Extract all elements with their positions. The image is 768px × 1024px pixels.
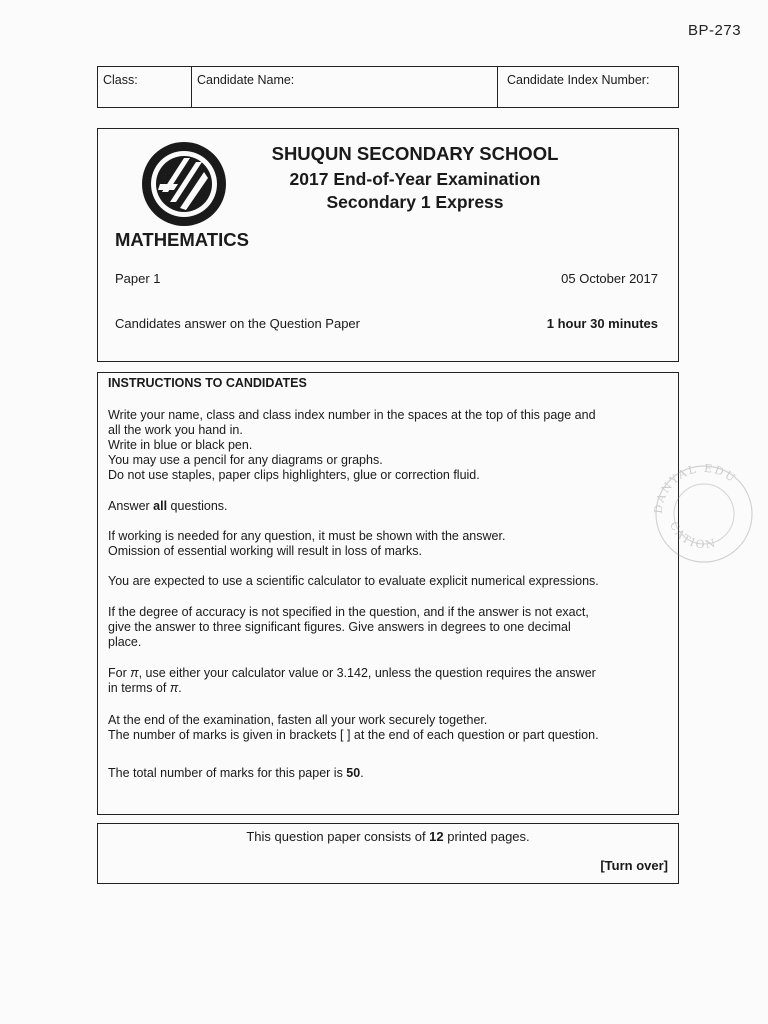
instructions-paragraph-answer-all: [108, 499, 663, 514]
instructions-paragraph-end: [108, 713, 663, 743]
instructions-paragraph-working: [108, 529, 663, 559]
page-count-text: [97, 829, 679, 844]
instruction-text: For: [108, 666, 131, 680]
watermark-stamp-icon: [648, 462, 760, 566]
instructions-paragraph-accuracy: [108, 605, 663, 650]
svg-text:DANYAL EDU: [652, 462, 739, 514]
exam-date: 05 October 2017: [561, 271, 658, 286]
candidate-name-label: Candidate Name:: [197, 73, 295, 87]
instruction-line: Do not use staples, paper clips highlighters, glue or correction fluid.: [108, 468, 480, 482]
total-marks-value: 50: [346, 766, 361, 780]
turn-over-label: [Turn over]: [600, 858, 668, 873]
subject-title: MATHEMATICS: [115, 229, 249, 250]
school-logo-icon: [140, 140, 228, 228]
instruction-line: Write your name, class and class index number in the spaces at the top of this page and: [108, 408, 596, 422]
instruction-line: Write in blue or black pen.: [108, 438, 253, 452]
candidate-index-field[interactable]: [498, 67, 678, 107]
svg-text:CATION: [667, 519, 718, 551]
watermark-top-text: DANYAL EDU: [651, 462, 740, 515]
instructions-paragraph-total-marks: [108, 766, 663, 781]
instruction-line: place.: [108, 635, 142, 649]
class-field[interactable]: [98, 67, 192, 107]
instruction-line: If the degree of accuracy is not specified in the question, and if the answer is not exact,: [108, 605, 589, 619]
instruction-line: You are expected to use a scientific calculator to evaluate explicit numerical expressions.: [108, 574, 599, 588]
instruction-text: .: [178, 681, 182, 695]
school-name: SHUQUN SECONDARY SCHOOL: [271, 143, 559, 164]
instructions-paragraph-general: [108, 408, 663, 483]
exam-duration: 1 hour 30 minutes: [546, 316, 658, 331]
instructions-title: INSTRUCTIONS TO CANDIDATES: [108, 376, 307, 390]
instruction-line: The number of marks is given in brackets [ ] at the end of each question or part question.: [108, 728, 599, 742]
instruction-text: questions.: [167, 499, 228, 513]
instruction-emphasis: all: [153, 499, 168, 513]
paper-number: Paper 1: [115, 271, 161, 286]
pi-symbol: π: [169, 681, 179, 695]
answer-instruction: Candidates answer on the Question Paper: [115, 316, 360, 331]
candidate-info-table: [97, 66, 679, 108]
instruction-line: You may use a pencil for any diagrams or graphs.: [108, 453, 383, 467]
page-count-pre: This question paper consists of: [246, 829, 430, 844]
instruction-line: At the end of the examination, fasten all your work securely together.: [108, 713, 488, 727]
watermark-bottom-text: CATION: [666, 519, 719, 552]
instruction-text: , use either your calculator value or 3.142, unless the question requires the answer: [138, 666, 596, 680]
instructions-paragraph-pi: [108, 666, 663, 696]
exam-title: 2017 End-of-Year Examination: [289, 169, 541, 189]
exam-level: Secondary 1 Express: [326, 192, 504, 212]
instruction-text: Answer: [108, 499, 154, 513]
instruction-line: If working is needed for any question, it must be shown with the answer.: [108, 529, 506, 543]
candidate-index-label: Candidate Index Number:: [507, 73, 650, 87]
instruction-line: give the answer to three significant figures. Give answers in degrees to one decimal: [108, 620, 571, 634]
page-count-value: 12: [429, 829, 444, 844]
instruction-line: all the work you hand in.: [108, 423, 243, 437]
instruction-text: .: [360, 766, 364, 780]
pi-symbol: π: [130, 666, 139, 680]
class-label: Class:: [103, 73, 138, 87]
page-count-post: printed pages.: [443, 829, 530, 844]
instructions-paragraph-calculator: [108, 574, 663, 589]
instruction-text: in terms of: [108, 681, 170, 695]
instruction-line: Omission of essential working will result in loss of marks.: [108, 544, 422, 558]
document-code: BP-273: [688, 22, 742, 39]
instruction-text: The total number of marks for this paper is: [108, 766, 347, 780]
candidate-name-field[interactable]: [192, 67, 498, 107]
